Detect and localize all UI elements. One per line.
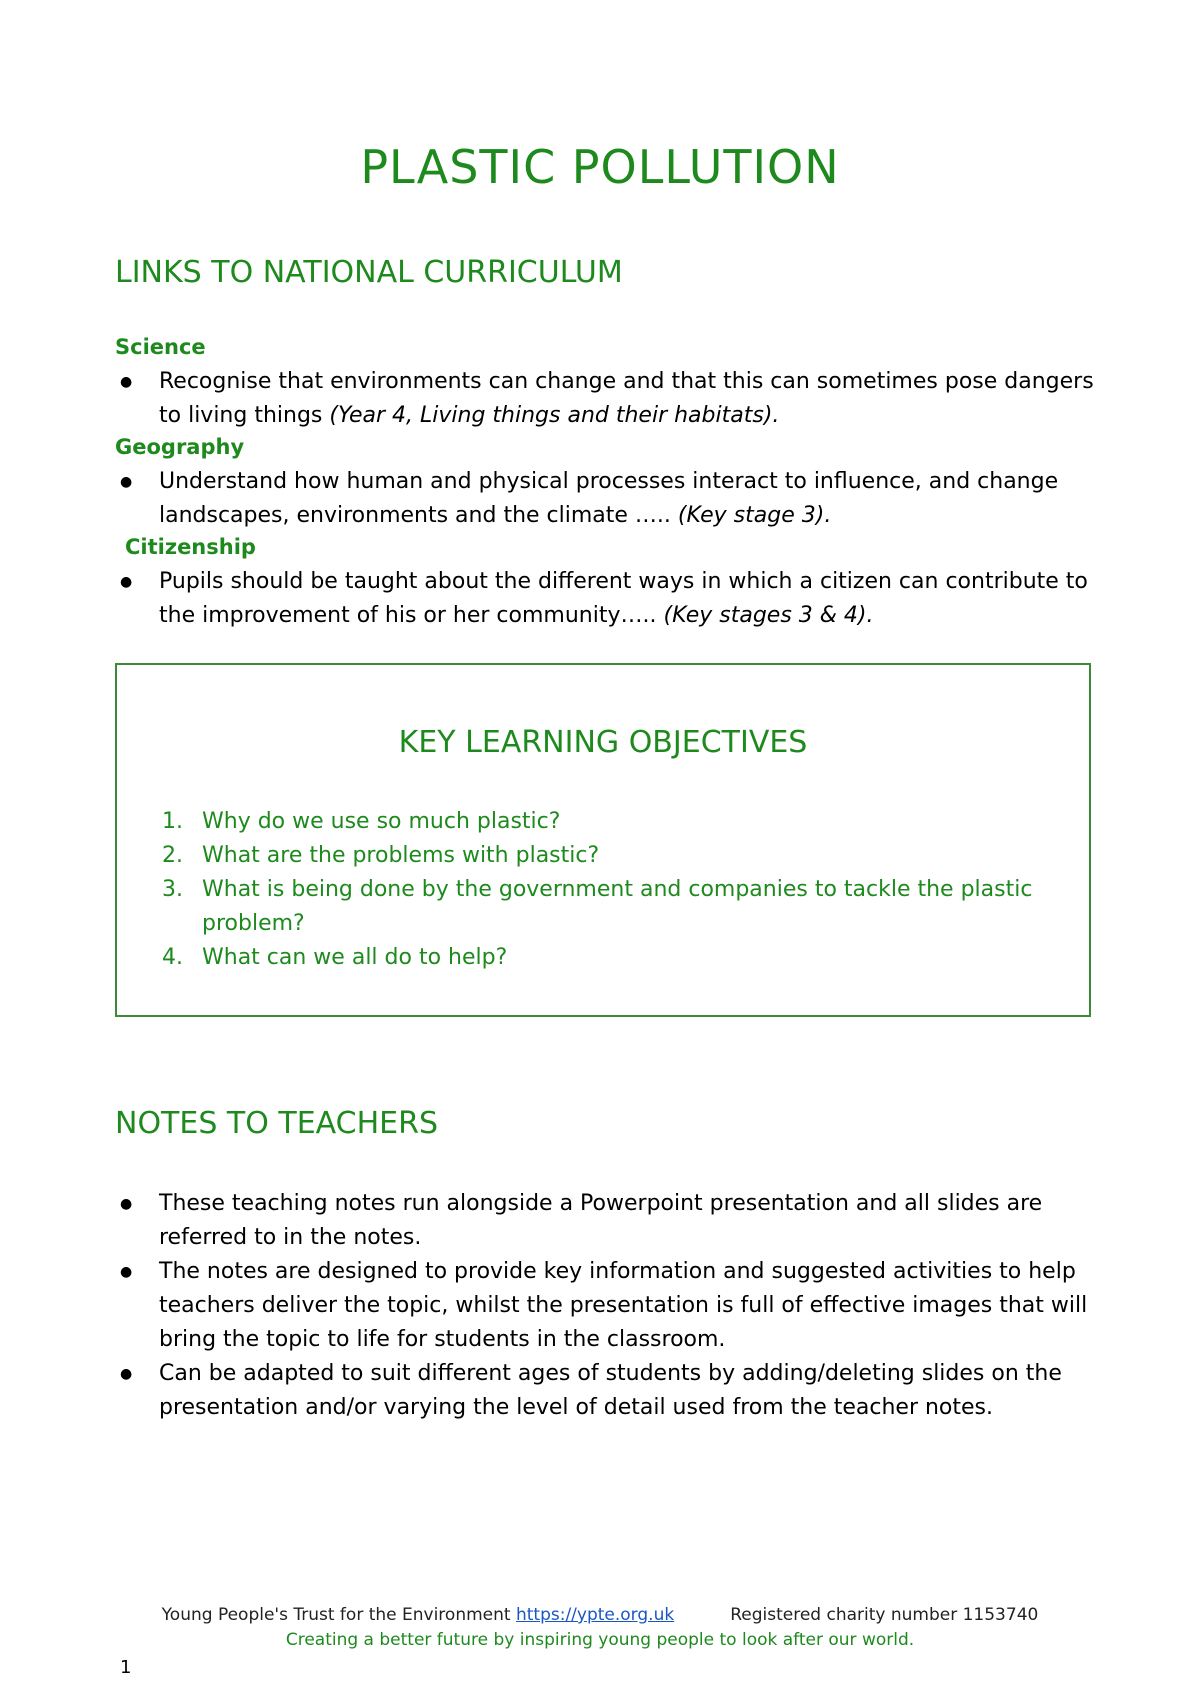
list-item — [115, 465, 1105, 533]
curriculum-reference: (Year 4, Living things and their habitats). — [329, 403, 780, 428]
objective-number: 3. — [162, 877, 183, 902]
objective-text: What are the problems with plastic? — [202, 843, 600, 868]
objectives-heading: KEY LEARNING OBJECTIVES — [398, 725, 808, 760]
objective-text: What is being done by the government and companies to tackle the plastic problem? — [202, 877, 1033, 936]
geography-list — [115, 465, 1105, 533]
subject-science: Science — [115, 335, 206, 359]
notes-heading: NOTES TO TEACHERS — [115, 1106, 439, 1141]
notes-list — [115, 1187, 1105, 1425]
objective-item — [162, 941, 1062, 975]
footer-info — [0, 1605, 1200, 1625]
bullet-text: Pupils should be taught about the different ways in which a citizen can contribute to the improvement of his or her community….. — [159, 569, 1088, 628]
science-list — [115, 365, 1105, 433]
objective-number: 4. — [162, 945, 183, 970]
objective-text: What can we all do to help? — [202, 945, 508, 970]
objectives-list — [162, 805, 1062, 975]
objective-number: 2. — [162, 843, 183, 868]
curriculum-reference: (Key stage 3). — [677, 503, 832, 528]
charity-number: Registered charity number 1153740 — [730, 1605, 1039, 1625]
bullet-text: Recognise that environments can change and that this can sometimes pose dangers to living things — [159, 369, 1094, 428]
list-item: ● The notes are designed to provide key information and suggested activities to help teachers deliver the topic, whilst the presentation is full of effective images that will bring the topic to life for students in the classroom. — [115, 1255, 1105, 1357]
objective-number: 1. — [162, 809, 183, 834]
list-item — [115, 565, 1105, 633]
footer-tagline: Creating a better future by inspiring young people to look after our world. — [285, 1630, 915, 1650]
objective-item — [162, 839, 1062, 873]
page-title: PLASTIC POLLUTION — [360, 140, 840, 194]
objectives-box — [115, 663, 1091, 1017]
curriculum-reference: (Key stages 3 & 4). — [663, 603, 874, 628]
list-item — [115, 365, 1105, 433]
objective-item — [162, 805, 1062, 839]
subject-citizenship: Citizenship — [125, 535, 256, 559]
bullet-text: Understand how human and physical processes interact to influence, and change landscapes, environments and the climate ….. — [159, 469, 1059, 528]
objective-text: Why do we use so much plastic? — [202, 809, 561, 834]
page-number: 1 — [120, 1657, 132, 1678]
website-link[interactable]: https://ypte.org.uk — [515, 1605, 675, 1625]
list-item: ● Can be adapted to suit different ages of students by adding/deleting slides on the presentation and/or varying the level of detail used from the teacher notes. — [115, 1357, 1105, 1425]
citizenship-list — [115, 565, 1105, 633]
curriculum-heading: LINKS TO NATIONAL CURRICULUM — [115, 255, 623, 290]
list-item: ● These teaching notes run alongside a Powerpoint presentation and all slides are referred to in the notes. — [115, 1187, 1105, 1255]
footer-org: Young People's Trust for the Environment — [161, 1605, 516, 1625]
subject-geography: Geography — [115, 435, 245, 459]
objective-item — [162, 873, 1062, 941]
